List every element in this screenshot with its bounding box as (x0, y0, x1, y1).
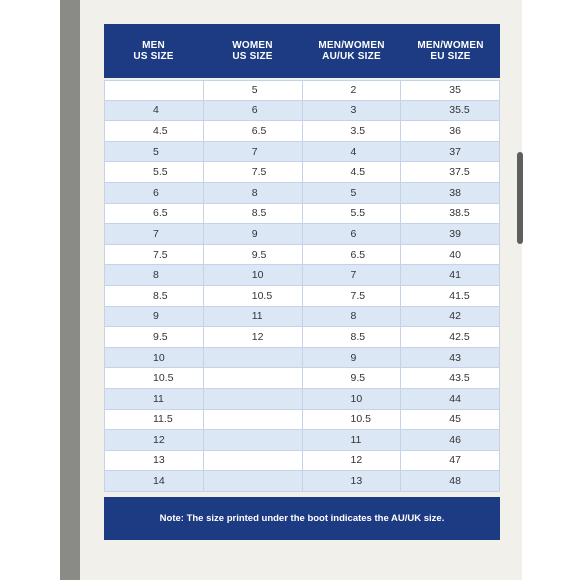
table-cell (104, 81, 203, 100)
table-cell: 7.5 (302, 286, 401, 306)
table-cell: 5 (203, 81, 302, 100)
table-row (104, 101, 500, 122)
table-cell: 3.5 (302, 121, 401, 141)
footer-note: Note: The size printed under the boot indicates the AU/UK size. (104, 497, 500, 540)
table-cell: 8.5 (104, 286, 203, 306)
table-cell: 5 (104, 142, 203, 162)
table-header (104, 24, 500, 78)
table-cell: 39 (400, 224, 500, 244)
table-cell: 11.5 (104, 410, 203, 430)
table-cell (203, 368, 302, 388)
table-cell: 12 (104, 430, 203, 450)
table-row (104, 410, 500, 431)
table-cell: 35 (400, 81, 500, 100)
table-cell: 11 (203, 307, 302, 327)
table-cell: 9 (203, 224, 302, 244)
table-cell: 11 (104, 389, 203, 409)
table-cell: 4 (302, 142, 401, 162)
header-women-us: WOMEN US SIZE (232, 40, 273, 62)
table-cell: 6.5 (302, 245, 401, 265)
table-cell: 10 (104, 348, 203, 368)
table-cell: 37.5 (400, 162, 500, 182)
table-cell (203, 430, 302, 450)
table-row (104, 121, 500, 142)
table-cell: 46 (400, 430, 500, 450)
table-cell: 12 (302, 451, 401, 471)
table-row (104, 80, 500, 101)
header-au-uk: MEN/WOMEN AU/UK SIZE (318, 40, 385, 62)
table-cell: 7 (203, 142, 302, 162)
table-row (104, 162, 500, 183)
table-cell: 9 (104, 307, 203, 327)
table-cell (203, 389, 302, 409)
table-cell: 8.5 (203, 204, 302, 224)
table-cell: 42.5 (400, 327, 500, 347)
table-cell: 43.5 (400, 368, 500, 388)
table-cell: 38 (400, 183, 500, 203)
table-cell (203, 471, 302, 491)
table-cell: 7 (302, 265, 401, 285)
table-row (104, 142, 500, 163)
table-cell: 4.5 (104, 121, 203, 141)
table-cell: 42 (400, 307, 500, 327)
table-row (104, 348, 500, 369)
table-cell: 8 (203, 183, 302, 203)
table-cell: 13 (302, 471, 401, 491)
table-cell: 3 (302, 101, 401, 121)
table-cell: 2 (302, 81, 401, 100)
table-cell: 9.5 (203, 245, 302, 265)
table-cell: 41 (400, 265, 500, 285)
table-cell: 14 (104, 471, 203, 491)
size-chart-table (104, 24, 500, 492)
table-row (104, 265, 500, 286)
table-row (104, 327, 500, 348)
table-cell: 8 (104, 265, 203, 285)
table-cell (203, 348, 302, 368)
table-cell: 10.5 (203, 286, 302, 306)
table-cell: 9 (302, 348, 401, 368)
table-cell: 11 (302, 430, 401, 450)
table-cell: 37 (400, 142, 500, 162)
left-border-strip (60, 0, 80, 580)
table-row (104, 430, 500, 451)
table-cell (203, 451, 302, 471)
table-cell: 8.5 (302, 327, 401, 347)
table-cell: 6.5 (104, 204, 203, 224)
table-cell: 40 (400, 245, 500, 265)
table-row (104, 368, 500, 389)
table-cell: 8 (302, 307, 401, 327)
table-cell: 10 (302, 389, 401, 409)
table-cell: 45 (400, 410, 500, 430)
table-row (104, 286, 500, 307)
table-cell: 7.5 (203, 162, 302, 182)
table-cell: 4 (104, 101, 203, 121)
table-cell: 44 (400, 389, 500, 409)
table-cell: 36 (400, 121, 500, 141)
right-edge-tab (517, 152, 523, 244)
table-row (104, 389, 500, 410)
table-row (104, 204, 500, 225)
table-row (104, 307, 500, 328)
table-cell: 35.5 (400, 101, 500, 121)
table-cell: 41.5 (400, 286, 500, 306)
table-cell: 6 (104, 183, 203, 203)
table-cell: 7 (104, 224, 203, 244)
table-cell: 13 (104, 451, 203, 471)
table-row (104, 224, 500, 245)
header-eu: MEN/WOMEN EU SIZE (417, 40, 484, 62)
table-cell: 5 (302, 183, 401, 203)
table-cell: 9.5 (302, 368, 401, 388)
table-body (104, 80, 500, 492)
table-cell (203, 410, 302, 430)
table-cell: 10.5 (104, 368, 203, 388)
table-cell: 6.5 (203, 121, 302, 141)
table-row (104, 245, 500, 266)
table-cell: 10 (203, 265, 302, 285)
table-cell: 12 (203, 327, 302, 347)
table-cell: 5.5 (302, 204, 401, 224)
table-row (104, 471, 500, 492)
table-cell: 38.5 (400, 204, 500, 224)
table-cell: 43 (400, 348, 500, 368)
table-cell: 6 (203, 101, 302, 121)
table-row (104, 451, 500, 472)
table-cell: 48 (400, 471, 500, 491)
table-cell: 5.5 (104, 162, 203, 182)
table-cell: 47 (400, 451, 500, 471)
table-cell: 9.5 (104, 327, 203, 347)
header-men-us: MEN US SIZE (133, 40, 174, 62)
table-cell: 4.5 (302, 162, 401, 182)
table-cell: 7.5 (104, 245, 203, 265)
table-cell: 10.5 (302, 410, 401, 430)
table-row (104, 183, 500, 204)
table-cell: 6 (302, 224, 401, 244)
